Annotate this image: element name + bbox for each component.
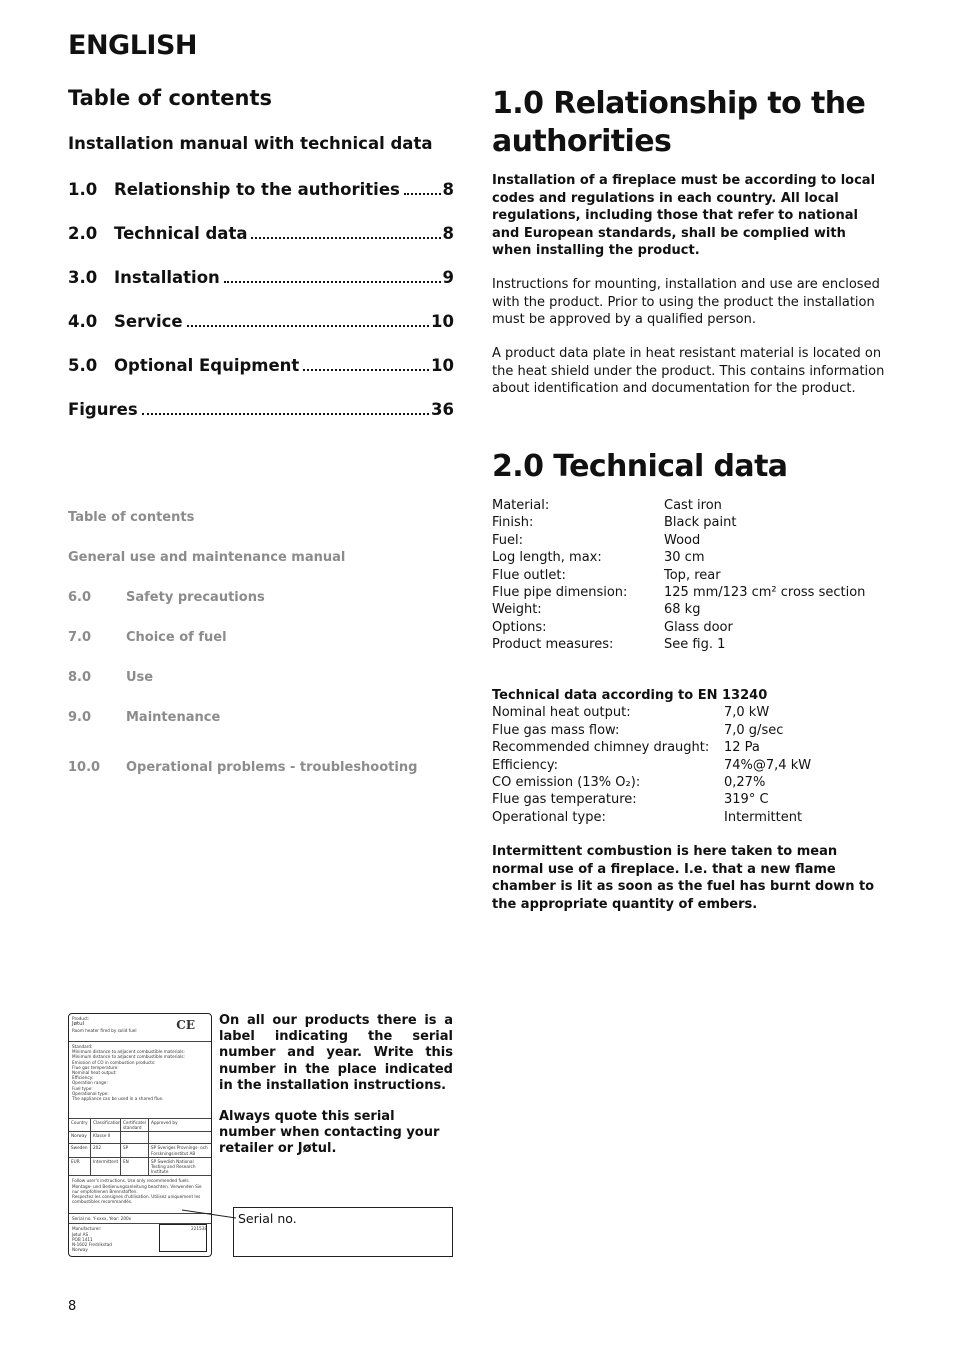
toc-subtitle: Installation manual with technical data	[68, 134, 433, 153]
section1-paragraph: A product data plate in heat resistant material is located on the heat shield under the product. This contains information about identification and documentation for the product.	[492, 346, 885, 397]
plate-line: The appliance can be used in a shared flue.	[72, 1096, 164, 1102]
en-spec-list	[492, 687, 811, 826]
plate-description: Room heater fired by solid fuel	[72, 1028, 137, 1034]
plate-line: Minimum distance to adjacent combustible materials:	[72, 1049, 185, 1055]
plate-serial-line: Serial no. Y-xxxx, Year: 200x	[69, 1214, 211, 1224]
plate-cell: 202	[91, 1144, 121, 1157]
plate-cell: SP Swedish National Testing and Research Institute	[149, 1158, 211, 1177]
leader-dots	[224, 281, 441, 283]
spec-value: 12 Pa	[724, 740, 760, 756]
plate-cell: Certificate/ standard	[121, 1119, 149, 1132]
spec-value: 319° C	[724, 792, 769, 808]
plate-line: Fuel type:	[72, 1085, 93, 1091]
plate-cell: Sweden	[69, 1144, 91, 1157]
spec-row	[492, 497, 865, 514]
toc-figures-page: 36	[431, 400, 454, 419]
toc-figures-label: Figures	[68, 400, 138, 419]
plate-cell	[149, 1132, 211, 1144]
spec-row	[492, 549, 865, 566]
plate-cell: Intermittent	[91, 1158, 121, 1177]
toc-item	[68, 224, 454, 244]
toc-item-label: Optional Equipment	[114, 356, 300, 375]
spec-row	[492, 739, 811, 756]
toc2-item-number: 10.0	[68, 760, 101, 775]
toc2-item-number: 8.0	[68, 670, 92, 685]
label-info-paragraph: Always quote this serial number when contacting your retailer or Jøtul.	[219, 1109, 440, 1157]
spec-value: 125 mm/123 cm² cross section	[664, 585, 866, 601]
plate-note: Follow user's instructions. Use only recommended fuels.	[72, 1178, 190, 1184]
toc2-item-label: Choice of fuel	[126, 630, 227, 645]
section1-paragraph: Instructions for mounting, installation and use are enclosed with the product. Prior to using the product the installation must be approved by a qualified person.	[492, 277, 880, 328]
plate-cell: SP	[121, 1144, 149, 1157]
plate-brand: Jøtul	[72, 1021, 85, 1028]
toc2-subtitle: General use and maintenance manual	[68, 550, 346, 565]
spec-row	[492, 704, 811, 721]
spec-row	[492, 584, 865, 601]
plate-cell: Klasse II	[91, 1132, 121, 1144]
plate-line: Flue gas temperature:	[72, 1064, 119, 1070]
spec-value: 7,0 kW	[724, 705, 770, 721]
language-heading: ENGLISH	[68, 30, 197, 61]
toc2-item	[68, 670, 153, 685]
spec-key: Finish:	[492, 515, 534, 531]
spec-value: Cast iron	[664, 498, 722, 513]
section1-bold-paragraph: Installation of a fireplace must be according to local codes and regulations in each country. All local regulations, including those that refer to national and European standards, shall be complied with when installing the product.	[492, 173, 876, 259]
serial-number-box	[233, 1207, 453, 1257]
toc-title: Table of contents	[68, 86, 273, 110]
plate-blank-box	[159, 1224, 207, 1252]
toc-figures	[68, 400, 454, 420]
spec-row	[492, 619, 865, 636]
spec-key: Recommended chimney draught:	[492, 740, 710, 756]
spec-value: 30 cm	[664, 550, 705, 566]
plate-cell: Norway	[69, 1132, 91, 1144]
toc2-item	[68, 590, 265, 605]
toc-item-number: 2.0	[68, 224, 98, 243]
spec-value: 74%@7,4 kW	[724, 757, 812, 773]
toc2-item	[68, 760, 417, 775]
spec-value: Top, rear	[664, 567, 721, 583]
toc2-title: Table of contents	[68, 510, 195, 525]
toc-item	[68, 180, 454, 200]
intermittent-note: Intermittent combustion is here taken to mean normal use of a fireplace. I.e. that a new flame chamber is lit as soon as the fuel has burnt down to the appropriate quantity of embers.	[492, 844, 875, 912]
spec-row	[492, 757, 811, 774]
spec-row	[492, 567, 865, 584]
spec-value: Intermittent	[724, 809, 803, 825]
plate-cell: EUR	[69, 1158, 91, 1177]
toc2-item-number: 6.0	[68, 590, 92, 605]
plate-line: Operational type:	[72, 1090, 109, 1096]
toc-item-page: 10	[431, 312, 454, 331]
plate-address-line: Jøtul AS	[72, 1231, 89, 1237]
plate-cell: Approved by	[149, 1119, 211, 1132]
spec-key: Weight:	[492, 602, 542, 618]
plate-cell: Country	[69, 1119, 91, 1132]
plate-code: 221538	[191, 1226, 207, 1232]
toc2-item-label: Use	[126, 670, 154, 685]
leader-dots	[187, 325, 429, 327]
leader-dots	[303, 369, 429, 371]
plate-product-label: Product:	[72, 1016, 90, 1021]
toc2-item-label: Maintenance	[126, 710, 221, 725]
plate-standard-section	[69, 1042, 211, 1119]
plate-line: Nominal heat output:	[72, 1070, 117, 1076]
toc-item-label: Installation	[114, 268, 220, 287]
spec-key: Nominal heat output:	[492, 705, 631, 721]
spec-row	[492, 532, 865, 549]
spec-value: See fig. 1	[664, 637, 726, 653]
serial-leader-line	[180, 1206, 240, 1226]
toc-item-page: 8	[442, 224, 454, 243]
spec-key: Material:	[492, 498, 550, 513]
spec-key: Fuel:	[492, 532, 523, 548]
plate-line: Minimum distance to adjacent combustible materials:	[72, 1054, 185, 1060]
toc-item	[68, 356, 454, 376]
label-info-paragraph: On all our products there is a label indicating the serial number and year. Write this number in the place indicated in the installation instructions.	[219, 1013, 453, 1093]
spec-key: CO emission (13% O₂):	[492, 775, 641, 791]
spec-key: Flue pipe dimension:	[492, 585, 628, 601]
spec-value: 68 kg	[664, 602, 701, 618]
leader-dots	[404, 193, 441, 195]
spec-key: Log length, max:	[492, 550, 602, 566]
toc-item-page: 8	[442, 180, 454, 199]
plate-line: Emission of CO in combustion products:	[72, 1059, 156, 1065]
toc-item-label: Service	[114, 312, 183, 331]
spec-value: 7,0 g/sec	[724, 722, 784, 738]
plate-line: Efficiency:	[72, 1075, 94, 1081]
plate-line: Operation range:	[72, 1080, 108, 1086]
spec-value: Black paint	[664, 515, 737, 531]
section1-heading-line1: 1.0 Relationship to the	[492, 86, 866, 121]
plate-line: Standard:	[72, 1044, 93, 1049]
toc-item-page: 10	[431, 356, 454, 375]
en-spec-title: Technical data according to EN 13240	[492, 688, 768, 703]
toc-item-number: 1.0	[68, 180, 98, 199]
spec-key: Operational type:	[492, 809, 606, 825]
toc-item-number: 4.0	[68, 312, 98, 331]
plate-approval-table	[69, 1119, 211, 1176]
toc-item-number: 5.0	[68, 356, 98, 375]
spec-key: Efficiency:	[492, 757, 559, 773]
spec-row	[492, 601, 865, 618]
toc2-item-number: 9.0	[68, 710, 92, 725]
spec-value: Wood	[664, 532, 701, 548]
spec-row	[492, 636, 865, 653]
spec-row	[492, 514, 865, 531]
spec-value: Glass door	[664, 619, 733, 635]
plate-address-line: POB 1411	[72, 1236, 93, 1242]
spec-key: Options:	[492, 619, 547, 635]
ce-mark-icon: CE	[176, 1018, 195, 1032]
spec-row	[492, 809, 811, 826]
toc2-item-label: Safety precautions	[126, 590, 265, 605]
plate-note: Respectez les consignes d'utilisation. Utilisez uniquement les combustibles recommandés.	[72, 1194, 201, 1205]
spec-key: Flue outlet:	[492, 567, 566, 583]
toc-item-number: 3.0	[68, 268, 98, 287]
spec-list	[492, 497, 865, 654]
spec-row	[492, 791, 811, 808]
plate-note: Montage- und Bedienungsanleitung beachten. Verwenden Sie nur empfohlenen Brennstoffen.	[72, 1183, 202, 1194]
toc2-item	[68, 710, 220, 725]
section1-heading-line2: authorities	[492, 124, 672, 159]
plate-cell: Classification	[91, 1119, 121, 1132]
page-number: 8	[68, 1299, 77, 1314]
toc-item-label: Relationship to the authorities	[114, 180, 400, 199]
toc-item	[68, 268, 454, 288]
leader-dots	[251, 237, 440, 239]
toc-item	[68, 312, 454, 332]
spec-row	[492, 722, 811, 739]
section2-heading: 2.0 Technical data	[492, 449, 788, 484]
toc-item-label: Technical data	[114, 224, 248, 243]
spec-key: Flue gas mass flow:	[492, 722, 620, 738]
section1-heading	[492, 85, 865, 161]
plate-manufacturer-label: Manufacturer:	[72, 1226, 102, 1232]
spec-key: Flue gas temperature:	[492, 792, 637, 808]
spec-key: Product measures:	[492, 637, 614, 653]
toc-item-page: 9	[442, 268, 454, 287]
toc2-item-number: 7.0	[68, 630, 92, 645]
plate-cell: SP Sveriges Provnings- och Forskningsinstitut AB	[149, 1144, 211, 1157]
toc2-item	[68, 630, 227, 645]
plate-product-section	[69, 1014, 211, 1042]
plate-cell	[121, 1132, 149, 1144]
plate-address-line: Norway	[72, 1247, 88, 1253]
spec-value: 0,27%	[724, 775, 766, 791]
toc2-item-label: Operational problems - troubleshooting	[126, 760, 418, 775]
serial-number-label: Serial no.	[238, 1211, 297, 1226]
spec-row	[492, 774, 811, 791]
plate-cell: EN	[121, 1158, 149, 1177]
plate-address-line: N-1602 Fredrikstad	[72, 1242, 112, 1248]
leader-dots	[142, 413, 429, 415]
